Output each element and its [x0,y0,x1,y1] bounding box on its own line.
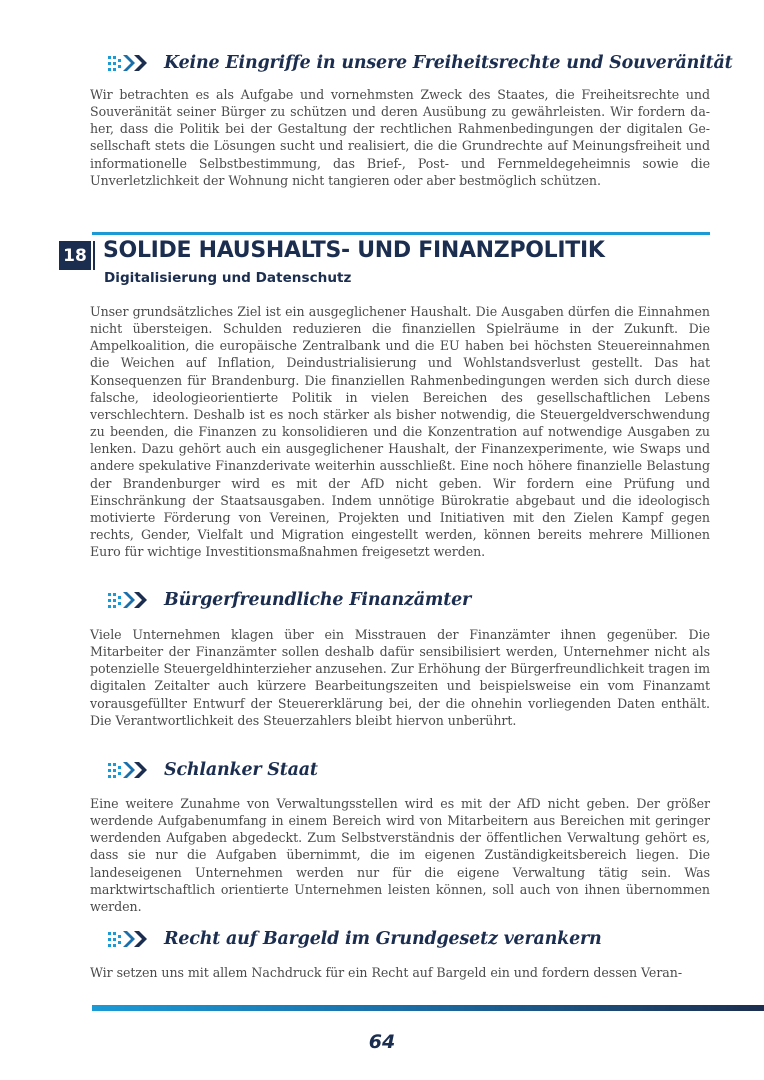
chapter-divider-bar [93,241,95,270]
double-chevron-arrow-icon [108,590,154,610]
section-paragraph: Viele Unternehmen klagen über ein Misstrauen der Finanzämter ihnen gegenüber. Die Mitarbeiter der Finanzämter sollen deshalb dafür sensibilisiert werden, Unternehmer nicht als potenzielle Steuergeldhinterzieher anzusehen. Zur Erhöhung der Bürgerfreundlichkeit tragen im digitalen Zeitalter auch kürzere Bearbeitungszeiten und beispielsweise ein vom Finanzamt vorausgefüllter Entwurf der Steuererklärung bei, der die ohnehin vorliegenden Daten enthält. Die Verantwortlichkeit des Steuerzahlers bleibt hiervon unberührt. [90,627,710,728]
section-heading-finanzaemter [108,590,471,610]
section-paragraph: Wir setzen uns mit allem Nachdruck für ein Recht auf Bargeld ein und fordern dessen Veran- [90,965,683,980]
double-chevron-arrow-icon [108,929,154,949]
double-chevron-arrow-icon [108,760,154,780]
section-title: Keine Eingriffe in unsere Freiheitsrechte und Souveränität [164,53,733,73]
chapter-number-badge: 18 [59,241,91,270]
footer-rule [92,1005,764,1011]
chapter-subtitle: Digitalisierung und Datenschutz [104,270,352,286]
section-title: Schlanker Staat [164,760,318,780]
section-heading-staat [108,760,318,780]
page-number: 64 [368,1031,396,1053]
section-paragraph: Wir betrachten es als Aufgabe und vornehmsten Zweck des Staates, die Freiheitsrechte und Souveränität seiner Bürger zu schützen und deren Ausübung zu gewährleisten. Wir fordern da-her, dass die Politik bei der Gestaltung der rechtlichen Rahmenbedingungen der digitalen Ge-sellschaft stets die Lösungen sucht und realisiert, die die Grundrechte auf Meinungsfreiheit und informationelle Selbstbestimmung, das Brief-, Post- und Fernmeldegeheimnis sowie die Unverletzlichkeit der Wohnung nicht tangieren oder aber bestmöglich schützen. [90,87,710,188]
double-chevron-arrow-icon [108,53,154,73]
section-heading-bargeld [108,929,602,949]
chapter-title: SOLIDE HAUSHALTS- UND FINANZPOLITIK [103,238,605,263]
chapter-top-rule [92,232,710,235]
section-paragraph: Eine weitere Zunahme von Verwaltungsstellen wird es mit der AfD nicht geben. Der größer werdende Aufgabenumfang in einem Bereich wird von Mitarbeitern aus Bereichen mit geringer werdenden Aufgaben abgedeckt. Zum Selbstverständnis der öffentlichen Verwaltung gehört es, dass sie nur die Aufgaben übernimmt, die im eigenen Zuständigkeitsbereich liegen. Die landeseigenen Unternehmen werden nur für die eigene Verwaltung tätig sein. Was marktwirtschaftlich orientierte Unternehmen leisten können, soll auch von ihnen übernommen werden. [90,796,710,914]
chapter-paragraph: Unser grundsätzliches Ziel ist ein ausgeglichener Haushalt. Die Ausgaben dürfen die Einnahmen nicht übersteigen. Schulden reduzieren die finanziellen Spielräume in der Zukunft. Die Ampelkoalition, die europäische Zentralbank und die EU haben bei höchsten Steuereinnahmen die Weichen auf Inflation, Deindustrialisierung und Wohlstandsverlust gestellt. Das hat Konsequenzen für Brandenburg. Die finanziellen Rahmenbedingungen werden sich durch diese falsche, ideologieorientierte Politik in vielen Bereichen des gesellschaftlichen Lebens verschlechtern. Deshalb ist es noch stärker als bisher notwendig, die Steuergeldverschwendung zu beenden, die Finanzen zu konsolidieren und die Konzentration auf notwendige Ausgaben zu lenken. Dazu gehört auch ein ausgeglichener Haushalt, der Finanzexperimente, wie Swaps und andere spekulative Finanzderivate weiterhin ausschließt. Eine noch höhere finanzielle Belastung der Brandenburger wird es mit der AfD nicht geben. Wir fordern eine Prüfung und Einschränkung der Staatsausgaben. Indem unnötige Bürokratie abgebaut und die ideologisch motivierte Förderung von Vereinen, Projekten und Initiativen mit den Zielen Kampf gegen rechts, Gender, Vielfalt und Migration eingestellt werden, können bereits mehrere Millionen Euro für wichtige Investitionsmaßnahmen freigesetzt werden. [90,304,710,560]
section-heading-freiheit [108,53,733,73]
section-title: Bürgerfreundliche Finanzämter [164,590,472,610]
section-title: Recht auf Bargeld im Grundgesetz verankern [164,929,602,949]
